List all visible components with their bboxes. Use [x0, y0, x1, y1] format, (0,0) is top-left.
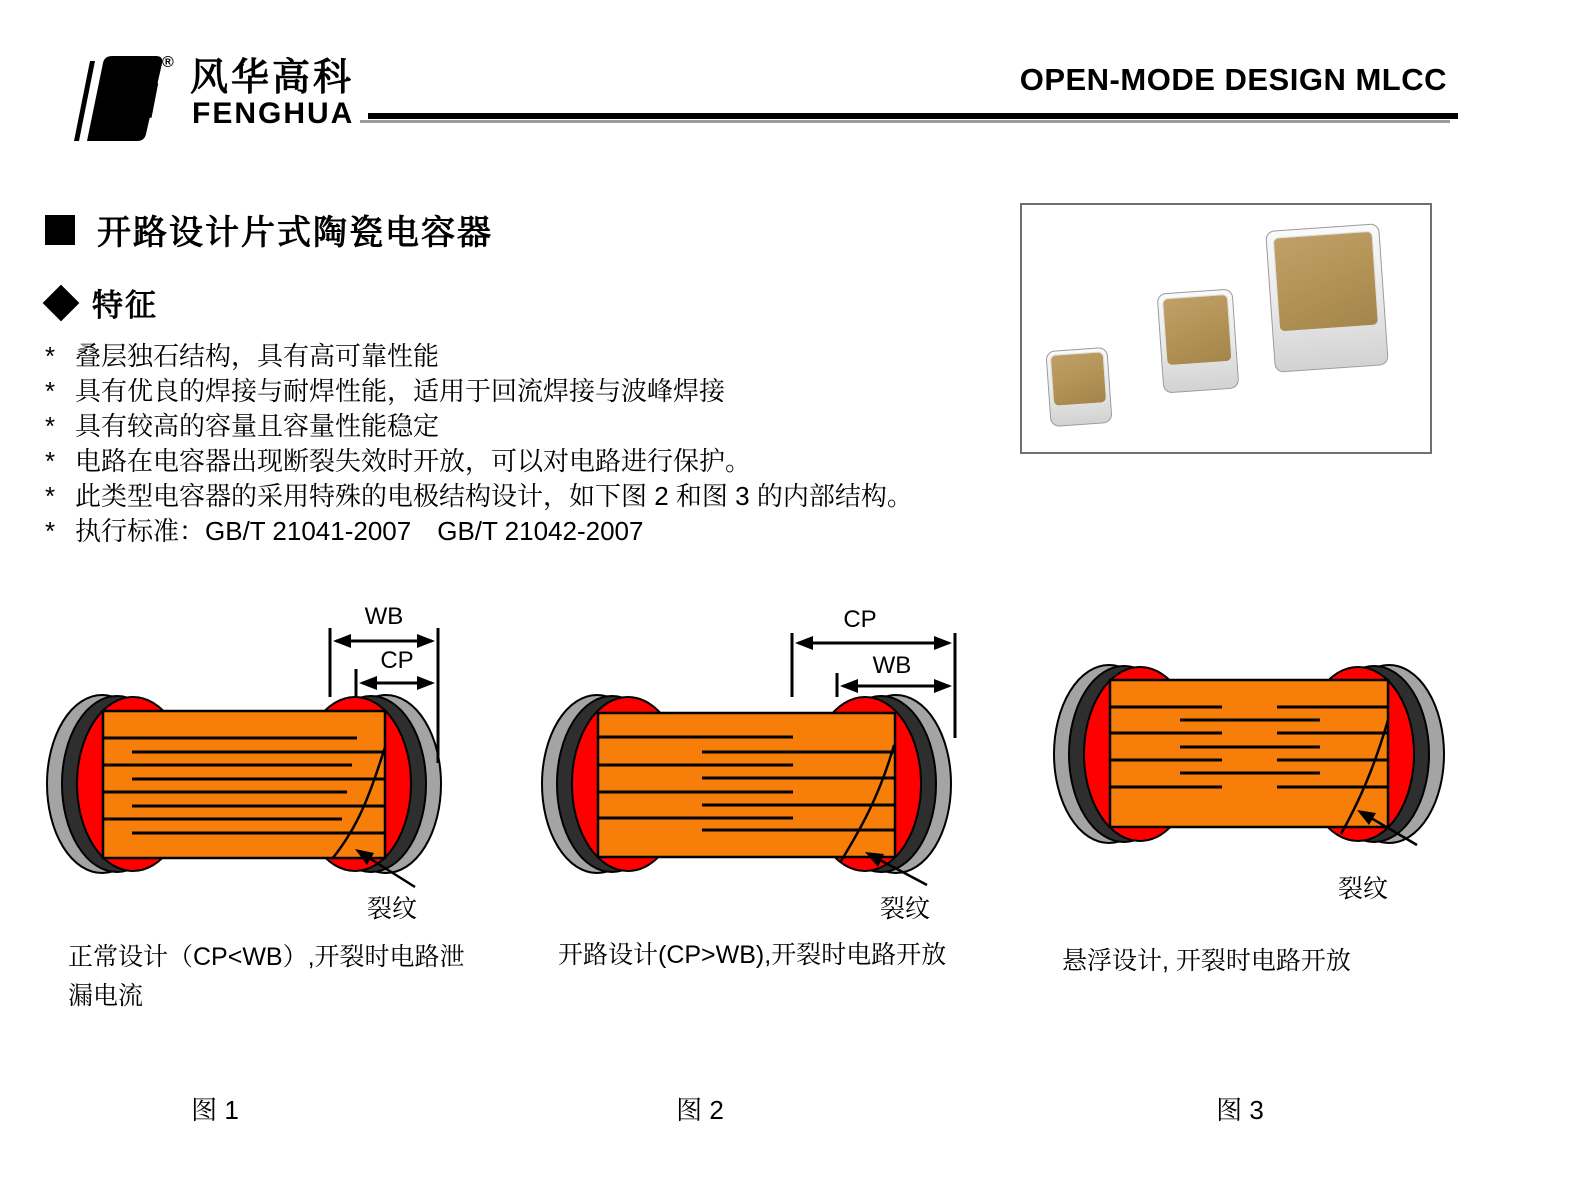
mlcc-chip-small [1045, 347, 1112, 427]
feature-item [45, 374, 945, 409]
feature-text: 执行标准：GB/T 21041-2007 GB/T 21042-2007 [75, 516, 644, 546]
feature-text: 具有较高的容量且容量性能稳定 [75, 411, 440, 441]
ceramic-body [1110, 680, 1388, 827]
section-heading [45, 205, 493, 254]
ceramic-body [103, 711, 385, 858]
figure2-capacitor-diagram [530, 595, 990, 930]
asterisk-bullet: * [45, 411, 56, 441]
mlcc-chip-medium [1157, 288, 1240, 393]
feature-list [45, 339, 945, 549]
feature-item [45, 514, 945, 549]
crack-label: 裂纹 [1337, 875, 1389, 903]
figure3-label: 图 3 [1216, 1095, 1264, 1125]
figure1-capacitor-diagram [40, 595, 490, 930]
section-heading-text: 开路设计片式陶瓷电容器 [97, 214, 493, 252]
chip-ceramic-face [1050, 351, 1107, 406]
feature-text: 具有优良的焊接与耐焊性能，适用于回流焊接与波峰焊接 [75, 376, 726, 406]
dim-label-wb: WB [364, 603, 404, 630]
dim-label-cp: CP [380, 647, 414, 674]
dim-label-wb: WB [872, 652, 912, 679]
figure3-caption: 悬浮设计, 开裂时电路开放 [1062, 947, 1351, 975]
ceramic-body [598, 713, 895, 857]
asterisk-bullet: * [45, 516, 56, 546]
svg-text:FH: FH [93, 73, 155, 129]
asterisk-bullet: * [45, 446, 56, 476]
diamond-bullet-icon [43, 284, 80, 321]
page-title: OPEN-MODE DESIGN MLCC [1019, 62, 1447, 97]
header-rule [368, 113, 1458, 119]
feature-item [45, 444, 945, 479]
feature-text: 叠层独石结构，具有高可靠性能 [75, 341, 440, 371]
feature-item [45, 479, 945, 514]
asterisk-bullet: * [45, 376, 56, 406]
mlcc-product-photo [1020, 203, 1432, 454]
mlcc-chip-large [1265, 223, 1389, 373]
features-heading-text: 特征 [92, 288, 158, 323]
dim-label-cp: CP [843, 606, 877, 633]
figure3-capacitor-diagram [1040, 595, 1500, 930]
crack-label: 裂纹 [366, 895, 418, 923]
figure2-caption: 开路设计(CP>WB),开裂时电路开放 [558, 941, 947, 969]
logo-name-zh: 风华高科 [190, 57, 355, 99]
header-rule-shadow [360, 120, 1450, 123]
feature-text: 此类型电容器的采用特殊的电极结构设计，如下图 2 和图 3 的内部结构。 [75, 481, 913, 511]
features-heading [45, 280, 158, 325]
chip-ceramic-face [1272, 230, 1379, 333]
registered-trademark-symbol: ® [162, 54, 174, 71]
square-bullet-icon [45, 215, 75, 245]
fenghua-logo-icon [57, 55, 167, 145]
feature-text: 电路在电容器出现断裂失效时开放，可以对电路进行保护。 [75, 446, 752, 476]
figure2-label: 图 2 [676, 1095, 724, 1125]
feature-item [45, 409, 945, 444]
chip-ceramic-face [1162, 294, 1233, 366]
figure1-caption: 正常设计（CP<WB）,开裂时电路泄漏电流 [68, 943, 465, 1010]
feature-item [45, 339, 945, 374]
asterisk-bullet: * [45, 481, 56, 511]
asterisk-bullet: * [45, 341, 56, 371]
crack-label: 裂纹 [879, 895, 931, 923]
logo-name-en: FENGHUA [192, 97, 355, 130]
logo-monogram-icon [57, 55, 167, 145]
figure1-label: 图 1 [191, 1095, 239, 1125]
